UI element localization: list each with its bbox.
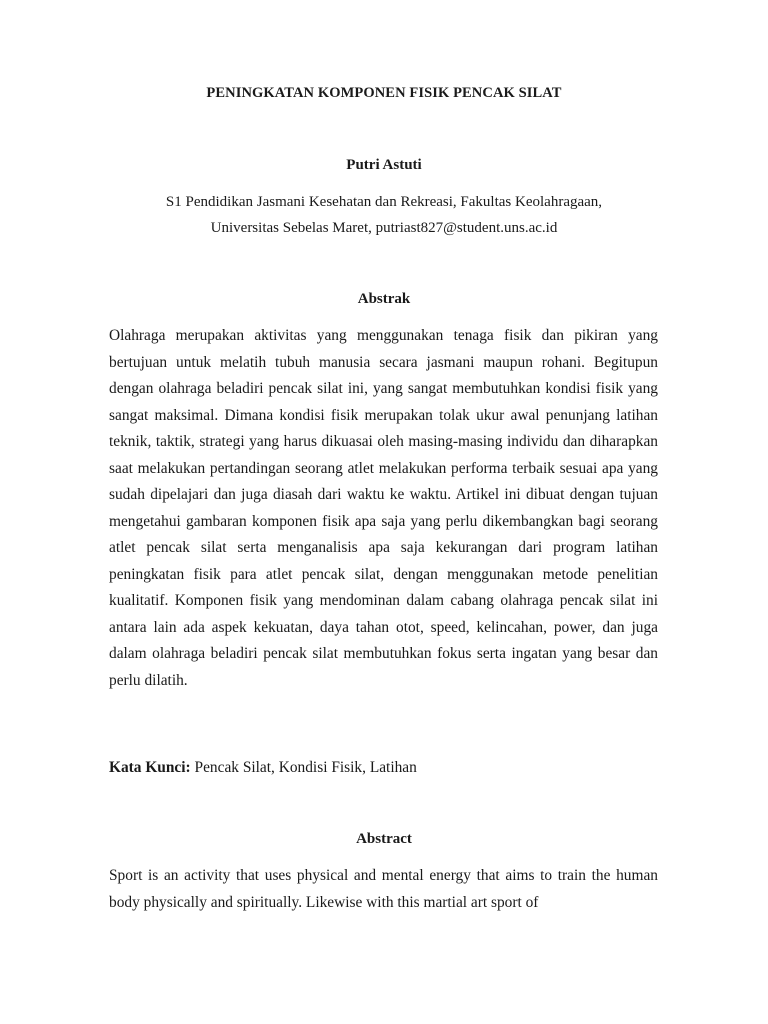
abstrak-heading: Abstrak [357,291,411,307]
abstract-heading: Abstract [356,831,412,847]
author-name: Putri Astuti [346,157,422,173]
affiliation-line-1: S1 Pendidikan Jasmani Kesehatan dan Rekreasi, Fakultas Keolahragaan, [165,194,603,210]
paper-title: PENINGKATAN KOMPONEN FISIK PENCAK SILAT [206,85,562,101]
abstract-body: Sport is an activity that uses physical and mental energy that aims to train the human body physically and spiritually. Likewise with this martial art sport of [109,867,658,911]
keywords-label: Kata Kunci: [109,759,191,776]
keywords-value: Pencak Silat, Kondisi Fisik, Latihan [194,759,417,776]
abstrak-body: Olahraga merupakan aktivitas yang menggunakan tenaga fisik dan pikiran yang bertujuan untuk melatih tubuh manusia secara jasmani maupun rohani. Begitupun dengan olahraga beladiri pencak silat ini, yang sangat membutuhkan kondisi fisik yang sangat maksimal. Dimana kondisi fisik merupakan tolak ukur awal penunjang latihan teknik, taktik, strategi yang harus dikuasai oleh masing-masing individu dan diharapkan saat melakukan pertandingan seorang atlet melakukan performa terbaik sesuai apa yang sudah dipelajari dan juga diasah dari waktu ke waktu. Artikel ini dibuat dengan tujuan mengetahui gambaran komponen fisik apa saja yang perlu dikembangkan bagi seorang atlet pencak silat serta menganalisis apa saja kekurangan dari program latihan peningkatan fisik para atlet pencak silat, dengan menggunakan metode penelitian kualitatif. Komponen fisik yang mendominan dalam cabang olahraga pencak silat ini antara lain ada aspek kekuatan, daya tahan otot, speed, kelincahan, power, dan juga dalam olahraga beladiri pencak silat membutuhkan fokus serta ingatan yang besar dan perlu dilatih. [109,327,658,689]
affiliation-line-2: Universitas Sebelas Maret, putriast827@student.uns.ac.id [210,220,558,236]
keywords-line [109,759,417,777]
